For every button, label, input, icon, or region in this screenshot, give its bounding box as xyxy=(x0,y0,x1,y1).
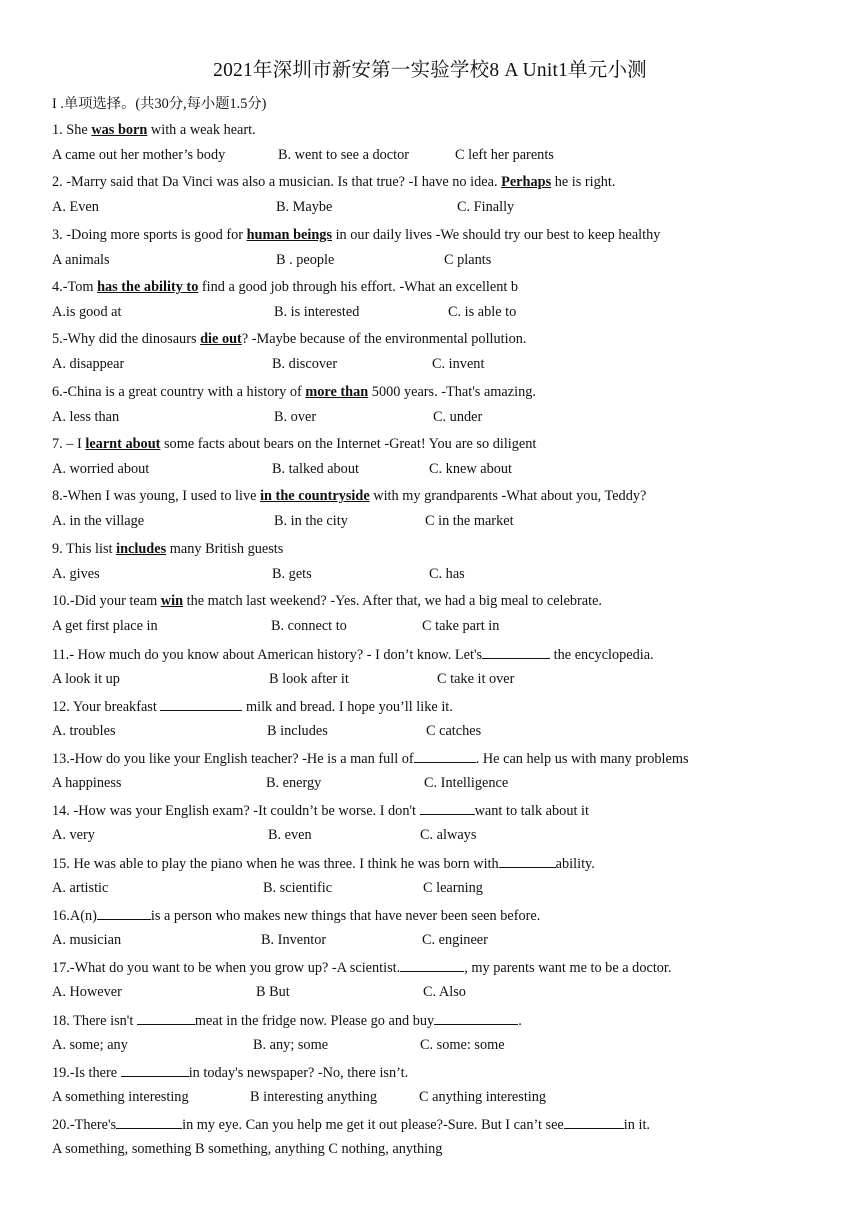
option-a: A. some; any xyxy=(52,1037,128,1053)
option-c: C plants xyxy=(444,252,492,268)
question-text: 19.-Is there xyxy=(52,1065,121,1081)
options-row-10 xyxy=(52,618,852,636)
option-a: A. in the village xyxy=(52,513,145,529)
option-b: B. any; some xyxy=(253,1037,329,1053)
question-10 xyxy=(52,592,602,610)
question-text: find a good job through his effort. -What an excellent b xyxy=(198,279,519,295)
question-text: in our daily lives -We should try our best to keep healthy xyxy=(332,227,661,243)
question-text: . He can help us with many problems xyxy=(475,751,689,767)
option-c: C. knew about xyxy=(429,461,512,477)
question-text: 14. -How was your English exam? -It couldn’t be worse. I don't xyxy=(52,803,420,819)
option-a: A. Even xyxy=(52,199,99,215)
option-c: C. always xyxy=(420,827,477,843)
question-text: 15. He was able to play the piano when he was three. I think he was born with xyxy=(52,856,499,872)
options-row-3 xyxy=(52,252,852,270)
options-row-9 xyxy=(52,566,852,584)
question-text: 18. There isn't xyxy=(52,1013,137,1029)
question-text: 3. -Doing more sports is good for xyxy=(52,227,247,243)
option-c: C learning xyxy=(423,880,483,896)
question-text: 2. -Marry said that Da Vinci was also a musician. Is that true? -I have no idea. xyxy=(52,174,502,190)
question-text: the encyclopedia. xyxy=(550,647,654,663)
answer-blank xyxy=(434,1011,518,1025)
question-text: 10.-Did your team xyxy=(52,593,161,609)
options-row-19 xyxy=(52,1089,852,1107)
option-b: B. went to see a doctor xyxy=(278,147,410,163)
question-16 xyxy=(52,906,540,925)
question-text: he is right. xyxy=(551,174,616,190)
answer-blank xyxy=(97,906,151,920)
question-text: in today's newspaper? -No, there isn’t. xyxy=(188,1065,409,1081)
underlined-phrase: has the ability to xyxy=(97,279,199,295)
question-text: 16.A(n) xyxy=(52,908,97,924)
question-text: in my eye. Can you help me get it out please?-Sure. But I can’t see xyxy=(182,1117,564,1133)
option-b: B But xyxy=(256,984,290,1000)
question-11 xyxy=(52,645,654,664)
option-b: B. energy xyxy=(266,775,322,791)
question-text: 9. This list xyxy=(52,541,117,557)
option-c: C. Intelligence xyxy=(424,775,509,791)
options-row-15 xyxy=(52,880,852,898)
options-row-18 xyxy=(52,1037,852,1055)
options-row-8 xyxy=(52,513,852,531)
option-a: A look it up xyxy=(52,671,120,687)
question-text: some facts about bears on the Internet -Great! You are so diligent xyxy=(160,436,537,452)
page-title: 2021年深圳市新安第一实验学校8 A Unit1单元小测 xyxy=(213,60,647,81)
option-a: A happiness xyxy=(52,775,122,791)
option-a: A. gives xyxy=(52,566,100,582)
question-12 xyxy=(52,697,453,716)
question-text: 1. She xyxy=(52,122,92,138)
options-row-12 xyxy=(52,723,852,741)
option-a: A. artistic xyxy=(52,880,109,896)
options-row-13 xyxy=(52,775,852,793)
options-row-4 xyxy=(52,304,852,322)
option-c: C. some: some xyxy=(420,1037,505,1053)
options-row-7 xyxy=(52,461,852,479)
question-13 xyxy=(52,749,689,768)
option-a: A something interesting xyxy=(52,1089,189,1105)
question-text: is a person who makes new things that have never been seen before. xyxy=(150,908,541,924)
option-a: A. very xyxy=(52,827,95,843)
question-text: 7. – I xyxy=(52,436,86,452)
question-4 xyxy=(52,278,518,296)
question-17 xyxy=(52,958,671,977)
answer-blank xyxy=(482,645,550,659)
option-a: A. worried about xyxy=(52,461,150,477)
section-heading: I .单项选择。(共30分,每小题1.5分) xyxy=(52,96,267,112)
question-6 xyxy=(52,383,536,401)
option-b: B. Maybe xyxy=(276,199,333,215)
options-row-1 xyxy=(52,147,852,165)
option-a: A came out her mother’s body xyxy=(52,147,226,163)
question-text: 12. Your breakfast xyxy=(52,699,161,715)
options-row-11 xyxy=(52,671,852,689)
question-3 xyxy=(52,226,660,244)
option-c: C. engineer xyxy=(422,932,488,948)
question-15 xyxy=(52,854,595,873)
option-c: C. has xyxy=(429,566,465,582)
question-text: 8.-When I was young, I used to live xyxy=(52,488,261,504)
options-row-17 xyxy=(52,984,852,1002)
option-b: B . people xyxy=(276,252,335,268)
question-text: meat in the fridge now. Please go and buy xyxy=(194,1013,435,1029)
underlined-phrase: die out xyxy=(200,331,242,347)
option-b: B includes xyxy=(267,723,328,739)
option-b: B. discover xyxy=(272,356,338,372)
answer-blank xyxy=(499,854,556,868)
question-9 xyxy=(52,540,283,558)
option-b: B. over xyxy=(274,409,317,425)
question-18 xyxy=(52,1011,522,1030)
answer-blank xyxy=(137,1011,195,1025)
answer-blank xyxy=(121,1063,189,1077)
option-c: C. under xyxy=(433,409,483,425)
question-text: ? -Maybe because of the environmental pollution. xyxy=(241,331,527,347)
option-c: C take part in xyxy=(422,618,500,634)
answer-blank xyxy=(160,697,242,711)
question-text: 5000 years. -That's amazing. xyxy=(368,384,536,400)
option-b: B. is interested xyxy=(274,304,360,320)
option-a: A.is good at xyxy=(52,304,122,320)
underlined-phrase: was born xyxy=(91,122,148,138)
question-text: ability. xyxy=(555,856,595,872)
options-row-16 xyxy=(52,932,852,950)
question-text: in it. xyxy=(623,1117,651,1133)
option-b: B. talked about xyxy=(272,461,359,477)
underlined-phrase: in the countryside xyxy=(260,488,370,504)
option-a: A animals xyxy=(52,252,110,268)
underlined-phrase: more than xyxy=(305,384,369,400)
answer-blank xyxy=(564,1115,624,1129)
question-text: , my parents want me to be a doctor. xyxy=(464,960,672,976)
question-text: . xyxy=(518,1013,522,1029)
underlined-phrase: learnt about xyxy=(85,436,161,452)
question-text: 13.-How do you like your English teacher? -He is a man full of xyxy=(52,751,414,767)
option-b: B. gets xyxy=(272,566,312,582)
options-row-2 xyxy=(52,199,852,217)
option-a: A. troubles xyxy=(52,723,116,739)
question-text: 11.- How much do you know about American history? - I don’t know. Let's xyxy=(52,647,483,663)
question-2 xyxy=(52,173,615,191)
option-a: A something, something B something, anything C nothing, anything xyxy=(52,1141,443,1157)
question-text: 6.-China is a great country with a history of xyxy=(52,384,306,400)
option-c: C anything interesting xyxy=(419,1089,547,1105)
option-b: B look after it xyxy=(269,671,349,687)
option-b: B. in the city xyxy=(274,513,348,529)
question-14 xyxy=(52,801,589,820)
options-row-5 xyxy=(52,356,852,374)
question-text: with a weak heart. xyxy=(147,122,256,138)
option-c: C. Also xyxy=(423,984,466,1000)
option-c: C left her parents xyxy=(455,147,554,163)
question-text: the match last weekend? -Yes. After that, we had a big meal to celebrate. xyxy=(183,593,603,609)
answer-blank xyxy=(420,801,475,815)
options-row-14 xyxy=(52,827,852,845)
option-c: C. is able to xyxy=(448,304,517,320)
question-text: 5.-Why did the dinosaurs xyxy=(52,331,201,347)
question-19 xyxy=(52,1063,408,1082)
question-text: many British guests xyxy=(166,541,284,557)
underlined-phrase: human beings xyxy=(246,227,333,243)
question-text: want to talk about it xyxy=(474,803,589,819)
option-a: A. less than xyxy=(52,409,120,425)
option-b: B. Inventor xyxy=(261,932,327,948)
option-b: B. connect to xyxy=(271,618,347,634)
options-row-20 xyxy=(52,1141,852,1159)
option-b: B interesting anything xyxy=(250,1089,378,1105)
option-c: C in the market xyxy=(425,513,514,529)
underlined-phrase: includes xyxy=(116,541,167,557)
option-a: A. disappear xyxy=(52,356,125,372)
option-c: C take it over xyxy=(437,671,515,687)
answer-blank xyxy=(400,958,464,972)
option-c: C. Finally xyxy=(457,199,515,215)
option-a: A. However xyxy=(52,984,122,1000)
answer-blank xyxy=(116,1115,182,1129)
option-c: C catches xyxy=(426,723,482,739)
question-7 xyxy=(52,435,536,453)
question-5 xyxy=(52,330,526,348)
question-text: 17.-What do you want to be when you grow up? -A scientist. xyxy=(52,960,401,976)
underlined-phrase: win xyxy=(160,593,184,609)
question-text: milk and bread. I hope you’ll like it. xyxy=(242,699,453,715)
question-1 xyxy=(52,121,256,139)
option-b: B. scientific xyxy=(263,880,333,896)
question-text: with my grandparents -What about you, Teddy? xyxy=(369,488,647,504)
question-text: 20.-There's xyxy=(52,1117,117,1133)
option-a: A. musician xyxy=(52,932,122,948)
option-c: C. invent xyxy=(432,356,485,372)
options-row-6 xyxy=(52,409,852,427)
option-a: A get first place in xyxy=(52,618,158,634)
question-20 xyxy=(52,1115,650,1134)
underlined-phrase: Perhaps xyxy=(501,174,552,190)
question-text: 4.-Tom xyxy=(52,279,98,295)
answer-blank xyxy=(414,749,476,763)
option-b: B. even xyxy=(268,827,312,843)
question-8 xyxy=(52,487,646,505)
